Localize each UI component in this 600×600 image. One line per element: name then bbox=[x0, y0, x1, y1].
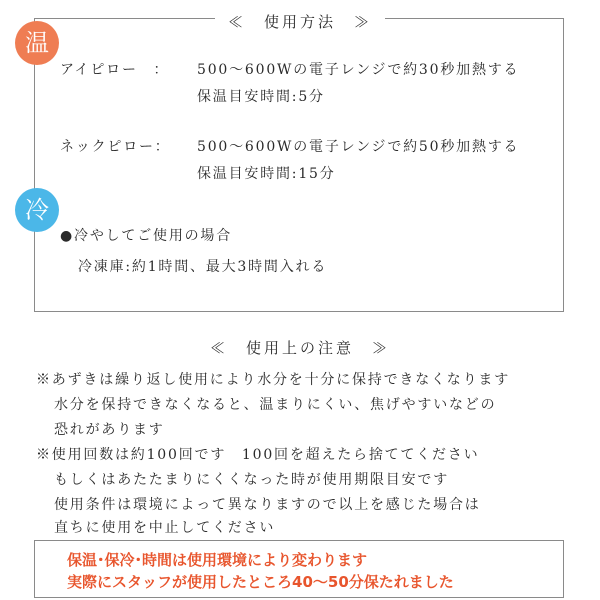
neck-pillow-warm-time: 保温目安時間:15分 bbox=[197, 166, 336, 182]
note-line-2: 実際にスタッフが使用したところ40～50分保たれました bbox=[67, 573, 454, 591]
caution-title: ≪ 使用上の注意 ≫ bbox=[209, 339, 390, 357]
caution-line: ※あずきは繰り返し使用により水分を十分に保持できなくなります bbox=[36, 372, 510, 388]
caution-line: 使用条件は環境によって異なりますので以上を感じた場合は bbox=[54, 497, 481, 513]
usage-title: ≪ 使用方法 ≫ bbox=[215, 8, 385, 36]
cold-usage-text: 冷凍庫:約1時間、最大3時間入れる bbox=[78, 259, 328, 275]
eye-pillow-instruction: 500～600Wの電子レンジで約30秒加熱する bbox=[197, 62, 520, 78]
caution-line: もしくはあたたまりにくくなった時が使用期限目安です bbox=[54, 472, 449, 488]
cold-badge-icon: 冷 bbox=[15, 188, 59, 232]
note-line-1: 保温･保冷･時間は使用環境により変わります bbox=[67, 551, 368, 569]
note-box bbox=[34, 540, 564, 598]
cold-usage-heading: ●冷やしてご使用の場合 bbox=[60, 228, 233, 244]
caution-line: ※使用回数は約100回です 100回を超えたら捨ててください bbox=[36, 447, 480, 463]
neck-pillow-label: ネックピロー： bbox=[60, 139, 171, 155]
eye-pillow-label: アイピロー ： bbox=[60, 62, 170, 78]
caution-line: 直ちに使用を中止してください bbox=[54, 520, 276, 536]
eye-pillow-warm-time: 保温目安時間:5分 bbox=[197, 89, 325, 105]
neck-pillow-instruction: 500～600Wの電子レンジで約50秒加熱する bbox=[197, 139, 520, 155]
caution-line: 水分を保持できなくなると、温まりにくい、焦げやすいなどの bbox=[54, 397, 497, 413]
caution-line: 恐れがあります bbox=[54, 422, 165, 438]
warm-badge-icon: 温 bbox=[15, 21, 59, 65]
